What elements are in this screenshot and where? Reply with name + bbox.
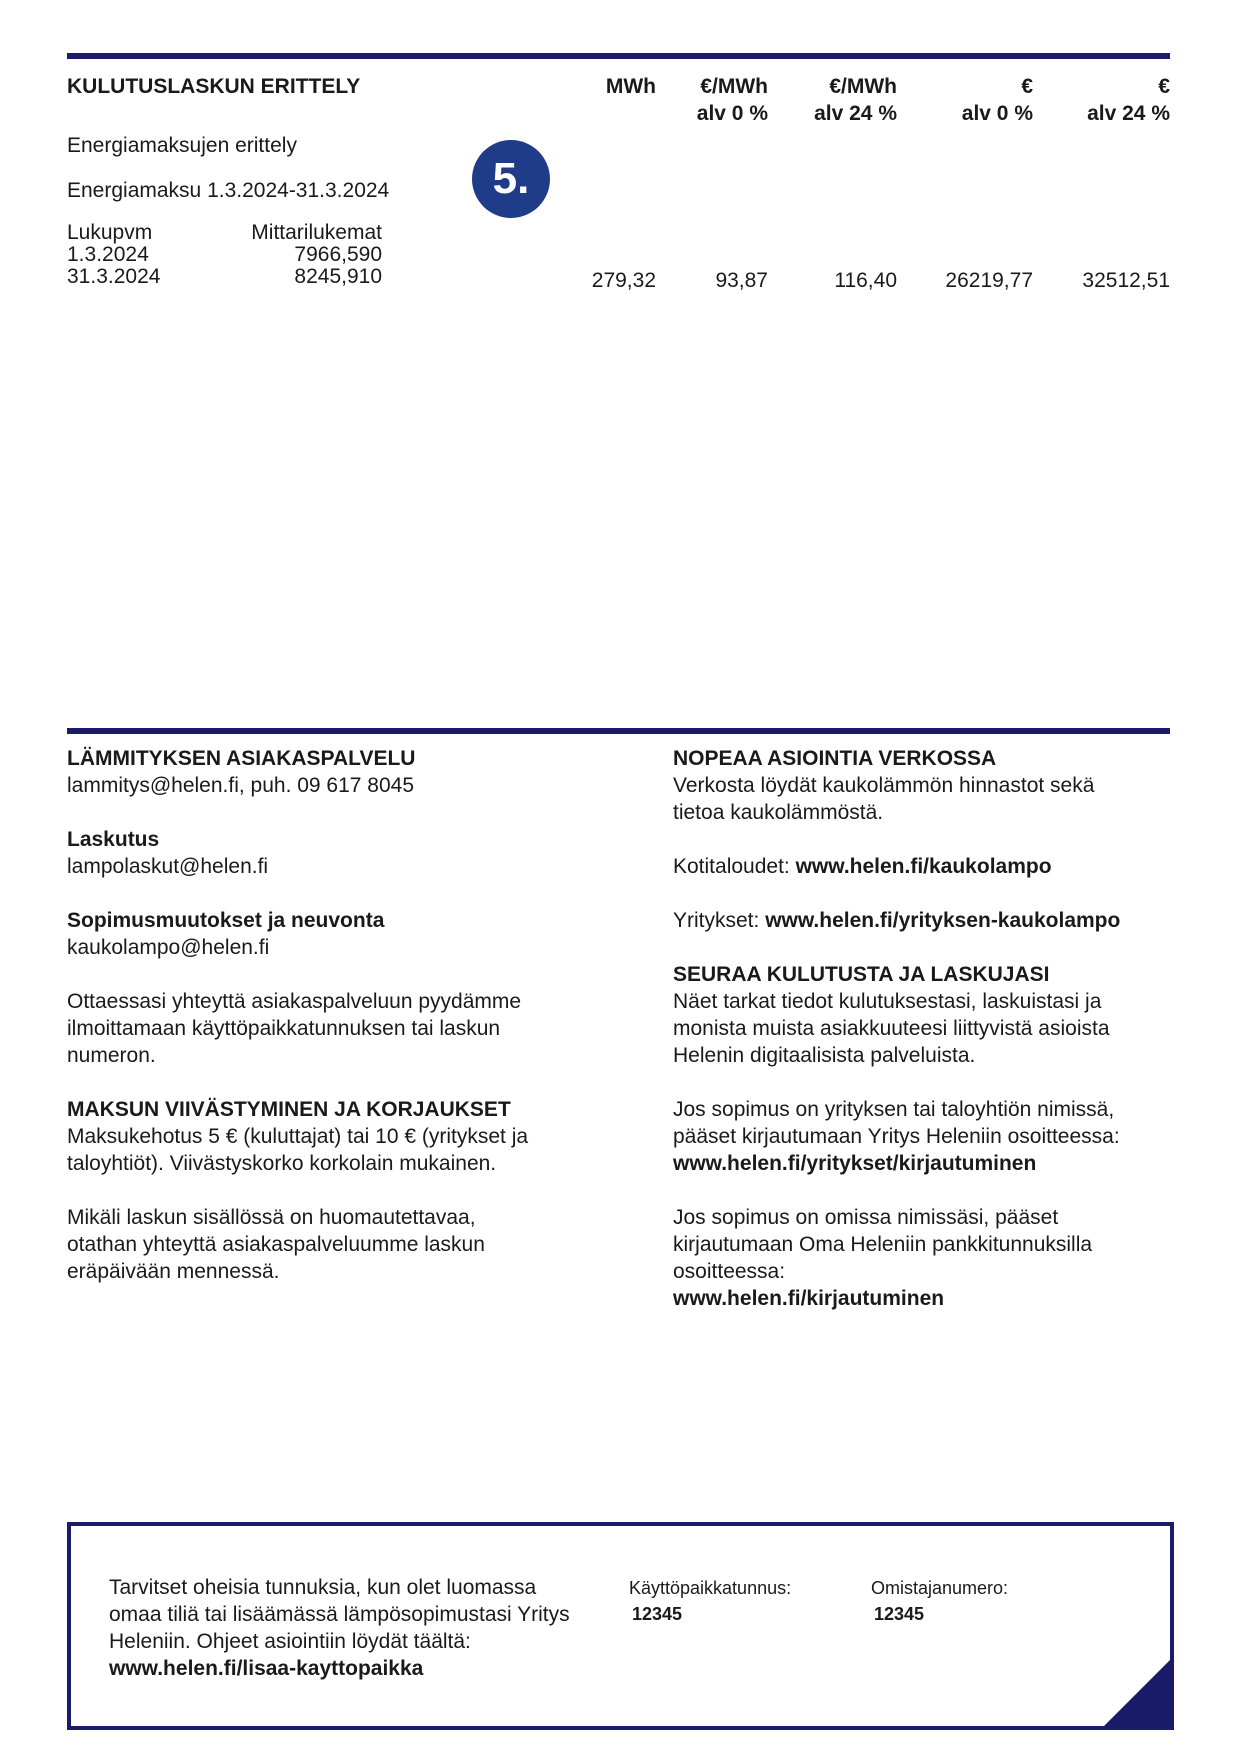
site-id-label: Käyttöpaikkatunnus: [629,1578,792,1598]
breakdown-subtitle: Energiamaksujen erittely [67,134,297,157]
company-login-line: Jos sopimus on yrityksen tai taloyhtiön nimissä, [673,1098,1115,1121]
column-header-mwh: MWh [605,75,656,98]
readings-date-header: Lukupvm [67,221,153,244]
readings-date-column [67,222,160,288]
contact-note-line: ilmoittamaan käyttöpaikkatunnuksen tai laskun [67,1017,501,1040]
column-header-total-vat0: € alv 0 % [961,75,1033,125]
readings-meter-column [220,222,382,288]
billing-title: Laskutus [67,828,160,851]
column-header-price-vat24: €/MWh alv 24 % [814,75,897,125]
company-login-link[interactable]: www.helen.fi/yritykset/kirjautuminen [673,1152,1037,1175]
contact-note-line: numeron. [67,1044,156,1067]
corner-decoration [1100,1656,1174,1730]
late-payment-line: taloyhtiöt). Viivästyskorko korkolain mukainen. [67,1152,497,1175]
service-contact: lammitys@helen.fi, puh. 09 617 8045 [67,774,415,797]
households-row [673,853,1173,880]
service-title: LÄMMITYKSEN ASIAKASPALVELU [67,747,416,770]
info-divider [67,728,1170,734]
footer-id-box [67,1522,1174,1730]
billing-email[interactable]: lampolaskut@helen.fi [67,855,269,878]
remark-line: otathan yhteyttä asiakaspalveluumme laskun [67,1233,485,1256]
remark-line: Mikäli laskun sisällössä on huomautettavaa, [67,1206,476,1229]
value-price-vat24: 116,40 [834,269,897,292]
owner-id-label: Omistajanumero: [871,1578,1009,1598]
readings-meter-header: Mittarilukemat [251,221,382,244]
online-title: NOPEAA ASIOINTIA VERKOSSA [673,747,997,770]
top-divider [67,53,1170,59]
value-mwh: 279,32 [591,269,656,292]
reading-meter: 7966,590 [294,243,382,266]
follow-line: Helenin digitaalisista palveluista. [673,1044,976,1067]
value-total-vat0: 26219,77 [945,269,1033,292]
online-line: tietoa kaukolämmöstä. [673,801,884,824]
breakdown-title: KULUTUSLASKUN ERITTELY [67,75,361,98]
footer-link[interactable]: www.helen.fi/lisaa-kayttopaikka [109,1657,424,1680]
reading-date: 1.3.2024 [67,243,149,266]
contract-title: Sopimusmuutokset ja neuvonta [67,909,385,932]
households-link[interactable]: www.helen.fi/kaukolampo [795,855,1052,878]
remark-line: eräpäivään mennessä. [67,1260,280,1283]
online-line: Verkosta löydät kaukolämmön hinnastot sekä [673,774,1095,797]
footer-text [109,1574,609,1682]
companies-row [673,907,1173,934]
personal-login-line: osoitteessa: [673,1260,786,1283]
late-payment-title: MAKSUN VIIVÄSTYMINEN JA KORJAUKSET [67,1098,511,1121]
site-id-value: 12345 [632,1604,683,1624]
energy-fee-period: Energiamaksu 1.3.2024-31.3.2024 [67,179,390,202]
follow-line: monista muista asiakkuuteesi liittyvistä asioista [673,1017,1110,1040]
step-badge: 5. [472,140,550,218]
contract-email[interactable]: kaukolampo@helen.fi [67,936,270,959]
personal-login-line: kirjautumaan Oma Heleniin pankkitunnuksilla [673,1233,1093,1256]
reading-meter: 8245,910 [294,265,382,288]
personal-login-line: Jos sopimus on omissa nimissäsi, pääset [673,1206,1059,1229]
households-label: Kotitaloudet: [673,855,796,878]
info-right-column [673,745,1173,1312]
value-total-vat24: 32512,51 [1082,269,1170,292]
footer-text-line: omaa tiliä tai lisäämässä lämpösopimustasi Yritys [109,1603,570,1626]
value-price-vat0: 93,87 [715,269,768,292]
contact-note-line: Ottaessasi yhteyttä asiakaspalveluun pyydämme [67,990,522,1013]
reading-date: 31.3.2024 [67,265,161,288]
column-header-total-vat24: € alv 24 % [1087,75,1170,125]
footer-text-line: Heleniin. Ohjeet asiointiin löydät täältä: [109,1630,471,1653]
column-header-price-vat0: €/MWh alv 0 % [696,75,768,125]
companies-link[interactable]: www.helen.fi/yrityksen-kaukolampo [765,909,1121,932]
company-login-line: pääset kirjautumaan Yritys Heleniin osoitteessa: [673,1125,1120,1148]
owner-id-value: 12345 [874,1604,925,1624]
follow-title: SEURAA KULUTUSTA JA LASKUJASI [673,963,1050,986]
info-left-column [67,745,647,1285]
late-payment-line: Maksukehotus 5 € (kuluttajat) tai 10 € (yritykset ja [67,1125,529,1148]
companies-label: Yritykset: [673,909,766,932]
follow-line: Näet tarkat tiedot kulutuksestasi, laskuistasi ja [673,990,1102,1013]
personal-login-link[interactable]: www.helen.fi/kirjautuminen [673,1287,945,1310]
footer-text-line: Tarvitset oheisia tunnuksia, kun olet luomassa [109,1576,537,1599]
